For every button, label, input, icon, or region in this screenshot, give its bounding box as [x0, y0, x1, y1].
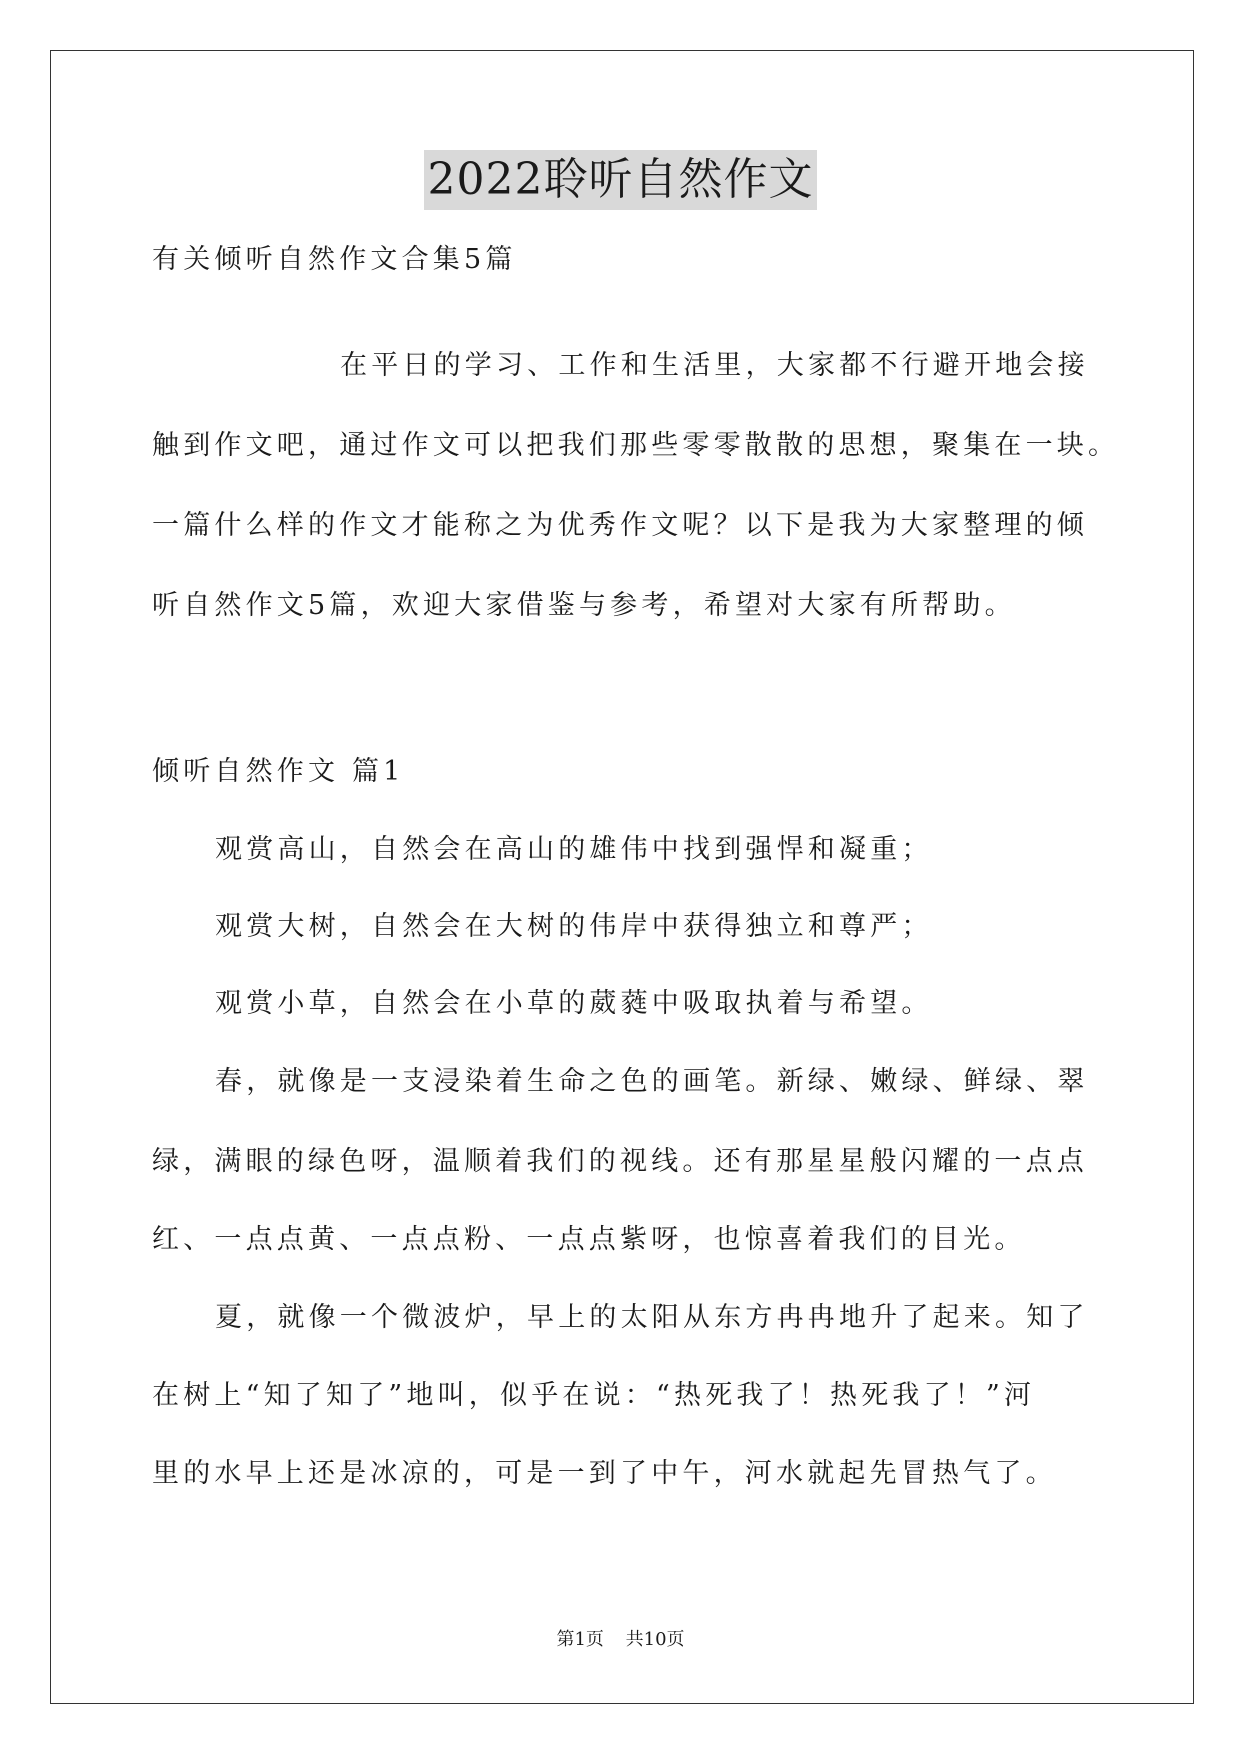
page-footer [0, 1628, 1241, 1652]
body-line: 观赏小草，自然会在小草的葳蕤中吸取执着与希望。 [215, 988, 933, 1019]
body-line: 里的水早上还是冰凉的，可是一到了中午，河水就起先冒热气了。 [152, 1458, 1057, 1489]
body-line: 观赏大树，自然会在大树的伟岸中获得独立和尊严； [215, 911, 933, 942]
section-heading: 倾听自然作文 篇1 [152, 756, 405, 787]
body-line: 在树上“知了知了”地叫，似乎在说：“热死我了！热死我了！”河 [152, 1380, 1036, 1411]
page-total: 共10页 [625, 1629, 685, 1650]
intro-line: 听自然作文5篇，欢迎大家借鉴与参考，希望对大家有所帮助。 [152, 590, 1016, 621]
intro-line: 在平日的学习、工作和生活里，大家都不行避开地会接 [340, 350, 1089, 381]
intro-line: 一篇什么样的作文才能称之为优秀作文呢？以下是我为大家整理的倾 [152, 510, 1088, 541]
body-line: 绿，满眼的绿色呀，温顺着我们的视线。还有那星星般闪耀的一点点 [152, 1146, 1088, 1177]
body-line: 夏，就像一个微波炉，早上的太阳从东方冉冉地升了起来。知了 [215, 1302, 1089, 1333]
body-line: 红、一点点黄、一点点粉、一点点紫呀，也惊喜着我们的目光。 [152, 1224, 1026, 1255]
body-line: 春，就像是一支浸染着生命之色的画笔。新绿、嫩绿、鲜绿、翠 [215, 1066, 1089, 1097]
body-line: 观赏高山，自然会在高山的雄伟中找到强悍和凝重； [215, 834, 933, 865]
intro-line: 触到作文吧，通过作文可以把我们那些零零散散的思想，聚集在一块。 [152, 430, 1120, 461]
document-subtitle: 有关倾听自然作文合集5篇 [152, 244, 517, 275]
page-number: 第1页 [556, 1629, 604, 1650]
title-container [0, 150, 1241, 210]
document-title: 2022聆听自然作文 [424, 150, 818, 210]
